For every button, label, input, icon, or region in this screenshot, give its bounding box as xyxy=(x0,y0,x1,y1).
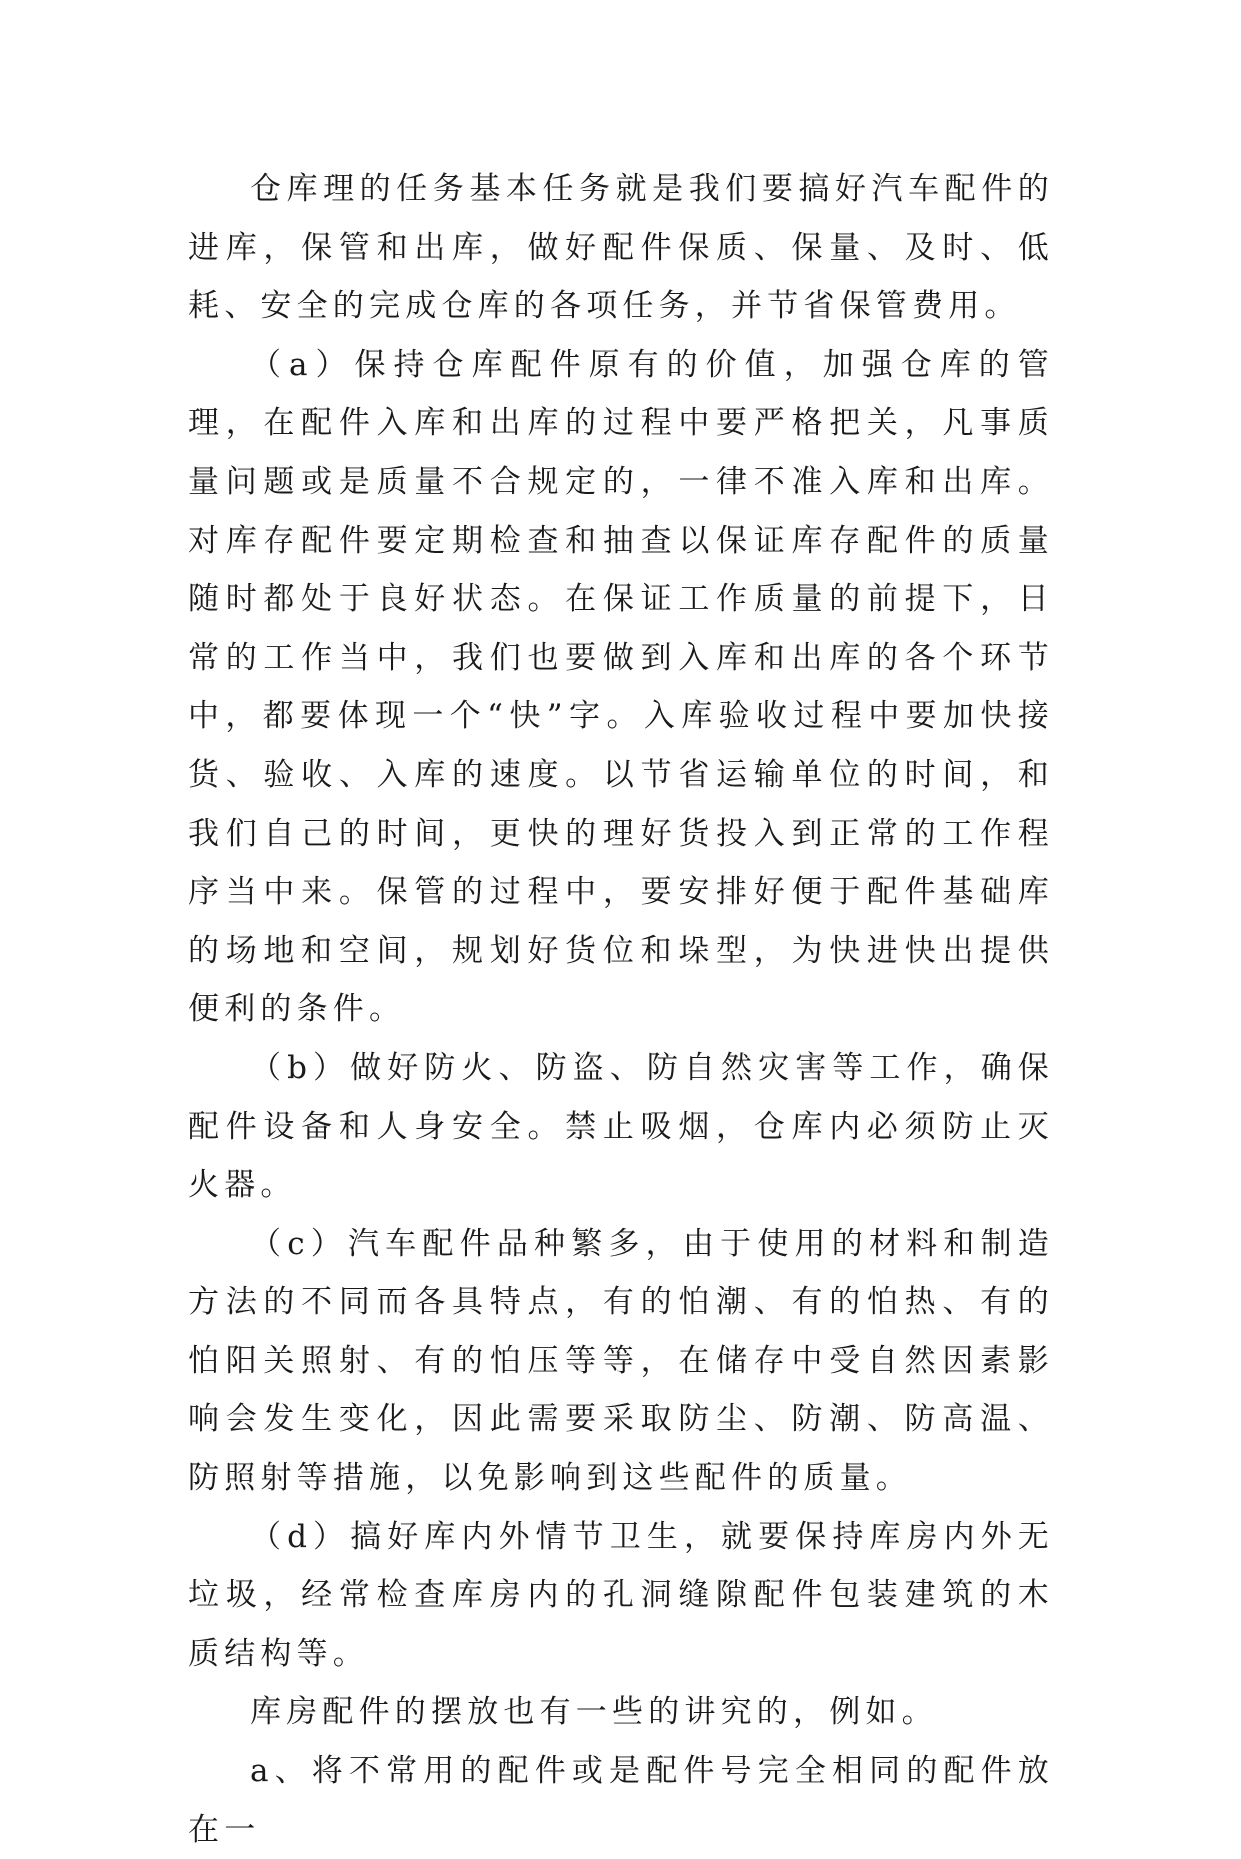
paragraph-intro: 仓库理的任务基本任务就是我们要搞好汽车配件的进库，保管和出库，做好配件保质、保量、及时、低耗、安全的完成仓库的各项任务，并节省保管费用。 xyxy=(188,171,1054,325)
paragraph-item-a: （a）保持仓库配件原有的价值，加强仓库的管理，在配件入库和出库的过程中要严格把关，凡事质量问题或是质量不合规定的，一律不准入库和出库。对库存配件要定期检查和抽查以保证库存配件的质量随时都处于良好状态。在保证工作质量的前提下，日常的工作当中，我们也要做到入库和出库的各个环节中，都要体现一个“快”字。入库验收过程中要加快接货、验收、入库的速度。以节省运输单位的时间，和我们自己的时间，更快的理好货投入到正常的工作程序当中来。保管的过程中，要安排好便于配件基础库的场地和空间，规划好货位和垛型，为快进快出提供便利的条件。 xyxy=(188,346,1054,1028)
paragraph-storage-rule-a: a、将不常用的配件或是配件号完全相同的配件放在一 xyxy=(188,1753,1054,1848)
paragraph-item-d: （d）搞好库内外情节卫生，就要保持库房内外无垃圾，经常检查库房内的孔洞缝隙配件包装建筑的木质结构等。 xyxy=(188,1518,1054,1672)
paragraph-item-b: （b）做好防火、防盗、防自然灾害等工作，确保配件设备和人身安全。禁止吸烟，仓库内必须防止灭火器。 xyxy=(188,1049,1054,1204)
paragraph-item-c: （c）汽车配件品种繁多，由于使用的材料和制造方法的不同而各具特点，有的怕潮、有的怕热、有的怕阳关照射、有的怕压等等，在储存中受自然因素影响会发生变化，因此需要采取防尘、防潮、防高温、防照射等措施，以免影响到这些配件的质量。 xyxy=(188,1225,1054,1497)
paragraph-storage-intro: 库房配件的摆放也有一些的讲究的，例如。 xyxy=(250,1694,938,1731)
document-page xyxy=(188,160,1054,1859)
